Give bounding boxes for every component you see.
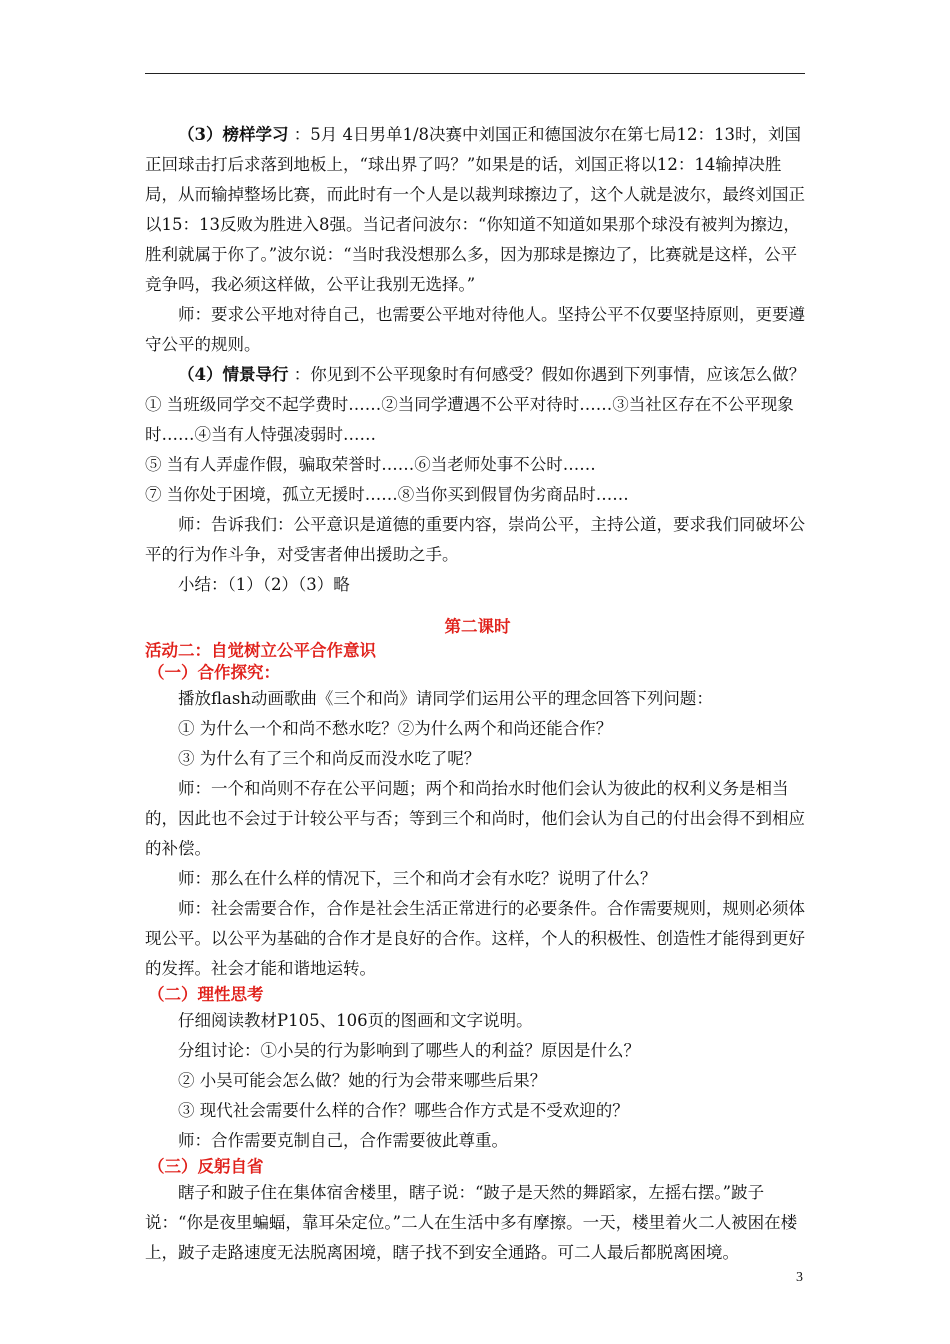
scenario-items-2: ⑤ 当有人弄虚作假，骗取荣誉时……⑥当老师处事不公时…… [145, 455, 596, 474]
text-scenario: ：你见到不公平现象时有何感受？假如你遇到下列事情，应该怎么做？ [288, 365, 806, 384]
section-1-teacher-c: 师：社会需要合作，合作是社会生活正常进行的必要条件。合作需要规则，规则必须体现公平。以公平为基础的合作才是良好的合作。这样，个人的积极性、创造性才能得到更好的发挥。社会才能和谐地运转。 [145, 899, 805, 978]
summary: 小结：（1）（2）（3）略 [178, 575, 350, 594]
page-number: 3 [796, 1270, 803, 1285]
section-1-teacher-a: 师：一个和尚则不存在公平问题；两个和尚抬水时他们会认为彼此的权利义务是相当的，因此也不会过于计较公平与否；等到三个和尚时，他们会认为自己的付出会得不到相应的补偿。 [145, 779, 805, 858]
label-scenario: （4）情景导行 [178, 365, 289, 384]
paragraph-scenario [145, 360, 810, 390]
section-2-teacher: 师：合作需要克制自己，合作需要彼此尊重。 [178, 1131, 508, 1150]
section-1-question-2: ③ 为什么有了三个和尚反而没水吃了呢？ [178, 749, 481, 768]
section-2-discussion-3: ③ 现代社会需要什么样的合作？哪些合作方式是不受欢迎的？ [178, 1101, 629, 1120]
document-body [145, 120, 810, 1268]
scenario-items-1: ① 当班级同学交不起学费时……②当同学遭遇不公平对待时……③当社区存在不公平现象时……④当有人恃强凌弱时…… [145, 395, 794, 444]
section-3-story: 瞎子和跛子住在集体宿舍楼里，瞎子说：“跛子是天然的舞蹈家，左摇右摆。”跛子说：“你是夜里蝙蝠，靠耳朵定位。”二人在生活中多有摩擦。一天，楼里着火二人被困在楼上，跛子走路速度无法脱离困境，瞎子找不到安全通路。可二人最后都脱离困境。 [145, 1183, 798, 1262]
label-role-model: （3）榜样学习 [178, 125, 289, 144]
teacher-note-1: 师：要求公平地对待自己，也需要公平地对待他人。坚持公平不仅要坚持原则，更要遵守公平的规则。 [145, 305, 805, 354]
section-2-title: （二）理性思考 [148, 985, 264, 1004]
section-1-teacher-b: 师：那么在什么样的情况下，三个和尚才会有水吃？说明了什么？ [178, 869, 657, 888]
text-role-model: ：5月 4日男单1/8决赛中刘国正和德国波尔在第七局12：13时，刘国正回球击打后求落到地板上，“球出界了吗？”如果是的话，刘国正将以12：14输掉决胜局，从而输掉整场比赛，而此时有一个人是以裁判球擦边了，这个人就是波尔，最终刘国正以15：13反败为胜进入8强。当记者问波尔：“你知道不知道如果那个球没有被判为擦边，胜利就属于你了。”波尔说：“当时我没想那么多，因为那球是擦边了，比赛就是这样，公平竞争吗，我必须这样做，公平让我别无选择。” [145, 125, 805, 294]
section-2-discussion-2: ② 小吴可能会怎么做？她的行为会带来哪些后果？ [178, 1071, 547, 1090]
section-3-title: （三）反躬自省 [148, 1157, 264, 1176]
header-rule [145, 73, 805, 74]
paragraph-role-model [145, 120, 810, 300]
scenario-items-3: ⑦ 当你处于困境，孤立无援时……⑧当你买到假冒伪劣商品时…… [145, 485, 629, 504]
section-2-discussion-1: 分组讨论：①小吴的行为影响到了哪些人的利益？原因是什么？ [178, 1041, 640, 1060]
lesson-title: 第二课时 [444, 617, 511, 636]
teacher-note-2: 师：告诉我们：公平意识是道德的重要内容，崇尚公平，主持公道，要求我们同破坏公平的行为作斗争，对受害者伸出援助之手。 [145, 515, 805, 564]
activity-title: 活动二：自觉树立公平合作意识 [145, 641, 376, 660]
section-1-title: （一）合作探究： [148, 663, 280, 682]
section-1-question-1: ① 为什么一个和尚不愁水吃？②为什么两个和尚还能合作？ [178, 719, 613, 738]
section-1-intro: 播放flash动画歌曲《三个和尚》请同学们运用公平的理念回答下列问题： [178, 689, 713, 708]
section-2-intro: 仔细阅读教材P105、106页的图画和文字说明。 [178, 1011, 533, 1030]
